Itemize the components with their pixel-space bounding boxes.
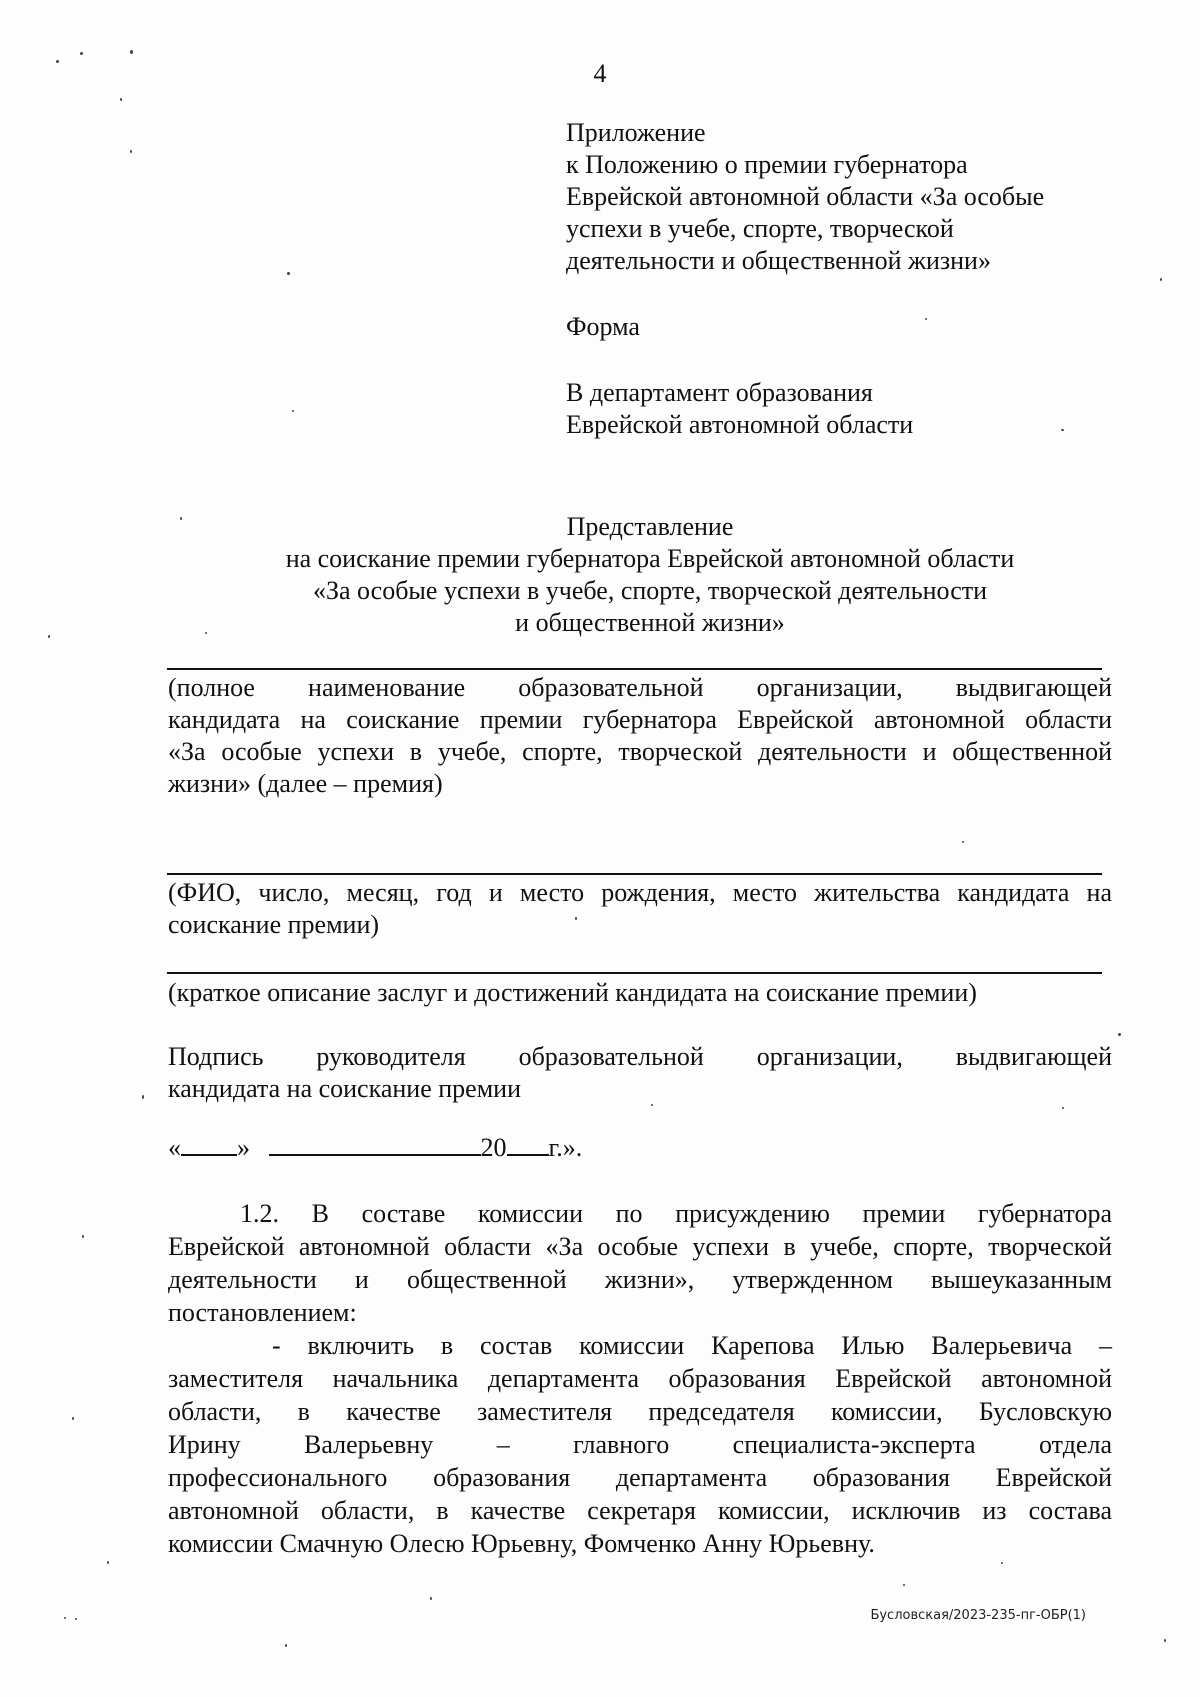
date-open-quote: «	[168, 1133, 181, 1162]
title-line: Представление	[566, 512, 734, 541]
clause-line: профессионального образования департамента образования Еврейской	[168, 1463, 1112, 1492]
scan-speck	[82, 1235, 84, 1238]
scan-speck	[130, 150, 132, 153]
scan-speck	[287, 272, 290, 275]
clause-line: комиссии Смачную Олесю Юрьевну, Фомченко Анну Юрьевну.	[168, 1529, 875, 1558]
scan-speck	[962, 841, 964, 843]
signature-line: Подпись руководителя образовательной организации, выдвигающей	[168, 1042, 1112, 1071]
clause-line: области, в качестве заместителя председателя комиссии, Бусловскую	[168, 1397, 1112, 1426]
year-prefix: 20	[480, 1133, 507, 1162]
blank-line-organization	[167, 668, 1102, 670]
blank-line-merits	[167, 972, 1102, 974]
title-line: на соискание премии губернатора Еврейской автономной области	[285, 544, 1015, 573]
blank-line-candidate	[167, 873, 1102, 875]
date-line	[168, 1130, 582, 1164]
clause-line: постановлением:	[168, 1298, 357, 1327]
clause-line: деятельности и общественной жизни», утвержденном вышеуказанным	[168, 1265, 1112, 1294]
caption-line: (краткое описание заслуг и достижений кандидата на соискание премии)	[168, 978, 977, 1007]
scan-speck	[75, 1618, 77, 1620]
addressee-line: В департамент образования	[566, 378, 873, 407]
caption-line: жизни» (далее – премия)	[168, 769, 443, 798]
scan-speck	[107, 1561, 109, 1564]
document-title	[150, 511, 1150, 639]
appendix-header	[566, 117, 1126, 277]
clause-line: 1.2. В составе комиссии по присуждению премии губернатора	[240, 1199, 1112, 1228]
scan-speck	[575, 917, 577, 920]
signature-line: кандидата на соискание премии	[168, 1074, 521, 1103]
clause-line: - включить в состав комиссии Карепова Илью Валерьевича –	[272, 1331, 1112, 1360]
appendix-line: успехи в учебе, спорте, творческой	[566, 214, 954, 243]
caption-merits	[168, 977, 1112, 1009]
signature-block	[168, 1041, 1112, 1105]
addressee-block	[566, 377, 913, 441]
scan-speck	[1001, 1562, 1003, 1564]
caption-line: «За особые успехи в учебе, спорте, творческой деятельности и общественной	[168, 737, 1112, 766]
clause-line: автономной области, в качестве секретаря комиссии, исключив из состава	[168, 1496, 1112, 1525]
scan-speck	[205, 632, 207, 634]
caption-line: (полное наименование образовательной организации, выдвигающей	[168, 673, 1112, 702]
addressee-line: Еврейской автономной области	[566, 410, 914, 439]
caption-line: (ФИО, число, месяц, год и место рождения, место жительства кандидата на	[168, 878, 1112, 907]
appendix-line: к Положению о премии губернатора	[566, 150, 968, 179]
title-line: и общественной жизни»	[515, 608, 785, 637]
scan-speck	[130, 50, 133, 54]
clause-line: Ирину Валерьевну – главного специалиста-эксперта отдела	[168, 1430, 1112, 1459]
caption-candidate	[168, 877, 1112, 941]
year-blank	[507, 1130, 549, 1156]
clause-line: Еврейской автономной области «За особые успехи в учебе, спорте, творческой	[168, 1232, 1112, 1261]
appendix-line: Приложение	[566, 118, 706, 147]
scan-speck	[651, 1104, 653, 1106]
day-blank	[181, 1130, 237, 1156]
scan-speck	[292, 410, 294, 412]
scan-speck	[925, 318, 927, 320]
date-suffix: г.».	[548, 1133, 583, 1162]
appendix-line: Еврейской автономной области «За особые	[566, 182, 1045, 211]
scan-speck	[180, 517, 182, 520]
caption-line: соискание премии)	[168, 910, 380, 939]
page-number: 4	[593, 59, 607, 88]
scan-speck	[1062, 1107, 1064, 1109]
scan-speck	[285, 1644, 287, 1647]
scan-speck	[120, 98, 122, 101]
scan-speck	[56, 60, 59, 63]
caption-line: кандидата на соискание премии губернатора Еврейской автономной области	[168, 705, 1112, 734]
scan-speck	[430, 1597, 432, 1600]
scan-speck	[142, 1095, 144, 1099]
scan-speck	[1061, 429, 1064, 431]
scan-speck	[1118, 1033, 1121, 1036]
scan-speck	[1160, 278, 1162, 281]
form-label: Форма	[566, 312, 640, 341]
clause-1-2	[168, 1197, 1112, 1560]
scan-speck	[1164, 1639, 1166, 1642]
scan-speck	[80, 52, 83, 55]
appendix-line: деятельности и общественной жизни»	[566, 246, 991, 275]
title-line: «За особые успехи в учебе, спорте, творческой деятельности	[312, 576, 988, 605]
scan-speck	[903, 1584, 905, 1586]
scan-speck	[64, 1617, 66, 1619]
document-code: Бусловская/2023-235-пг-ОБР(1)	[870, 1608, 1086, 1623]
scan-speck	[72, 1417, 74, 1420]
scan-speck	[48, 635, 50, 638]
clause-line: заместителя начальника департамента образования Еврейской автономной	[168, 1364, 1112, 1393]
date-close-quote: »	[237, 1133, 250, 1162]
month-blank	[269, 1130, 481, 1156]
caption-organization	[168, 672, 1112, 800]
